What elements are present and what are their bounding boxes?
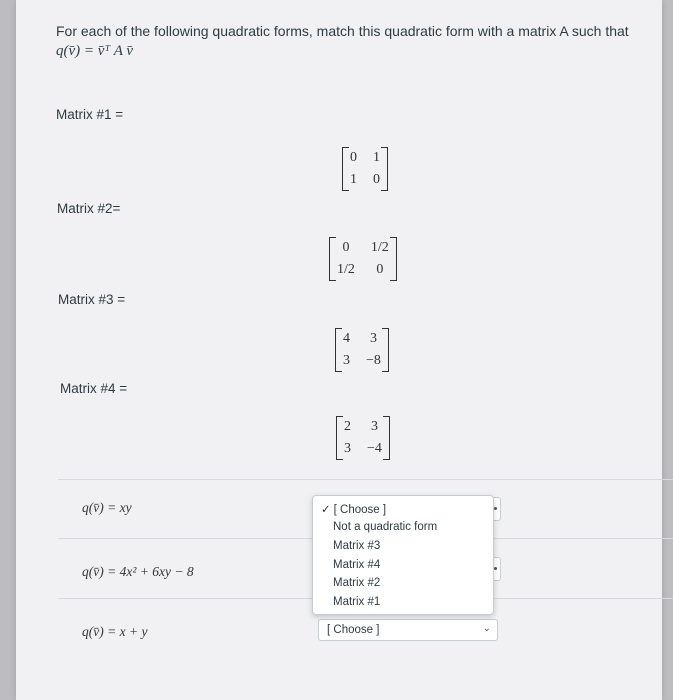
matrix-1-cell: 1 [350, 172, 357, 187]
quadratic-form-2: q(v̄) = 4x² + 6xy − 8 [82, 564, 194, 579]
matrix-1-cell: 0 [373, 172, 380, 187]
matrix-3-cell: −8 [366, 353, 381, 368]
matrix-1 [342, 147, 388, 196]
matrix-3-cell: 4 [343, 331, 350, 346]
dropdown-option-matrix-4[interactable]: Matrix #4 [333, 559, 381, 571]
question-prompt [56, 22, 646, 61]
matrix-2-cell: 0 [342, 240, 350, 255]
matrix-4-cell: 3 [344, 441, 351, 456]
prompt-formula: q(v̄) = v̄ᵀ A v̄ [56, 43, 133, 59]
answer-select-3[interactable] [318, 619, 498, 641]
answer-divider [58, 479, 673, 480]
dropdown-option-matrix-1[interactable]: Matrix #1 [333, 596, 381, 608]
matrix-4-cell: −4 [367, 441, 382, 456]
quadratic-form-3: q(v̄) = x + y [82, 624, 148, 639]
matrix-1-cell: 0 [350, 150, 357, 165]
prompt-text: For each of the following quadratic forms, match this quadratic form with a matrix A such that [56, 23, 629, 39]
matrix-1-label: Matrix #1 = [56, 107, 124, 122]
matrix-1-cell: 1 [373, 150, 380, 165]
dropdown-option-choose[interactable] [321, 502, 386, 516]
chevron-down-icon: ⌄ [482, 623, 491, 634]
matrix-3-cell: 3 [369, 331, 377, 346]
check-icon: ✓ [321, 504, 331, 516]
option-label: [ Choose ] [333, 504, 387, 516]
matrix-2-cell: 0 [376, 262, 384, 277]
matrix-2 [329, 237, 397, 286]
quadratic-form-1: q(v̄) = xy [82, 500, 132, 515]
answer-dropdown-menu[interactable] [312, 495, 494, 615]
matrix-4 [336, 416, 390, 465]
dropdown-option-not-quadratic[interactable]: Not a quadratic form [333, 521, 438, 533]
quiz-page [16, 0, 662, 700]
matrix-4-label: Matrix #4 = [60, 381, 128, 396]
dropdown-option-matrix-3[interactable]: Matrix #3 [333, 540, 381, 552]
matrix-3-cell: 3 [343, 353, 350, 368]
matrix-2-label: Matrix #2= [57, 201, 121, 216]
answer-select-3-value: [ Choose ] [327, 624, 380, 636]
dropdown-option-matrix-2[interactable]: Matrix #2 [333, 577, 381, 589]
matrix-4-cell: 3 [370, 419, 378, 434]
matrix-3 [335, 328, 389, 377]
matrix-2-cell: 1/2 [337, 262, 355, 277]
matrix-4-cell: 2 [344, 419, 351, 434]
matrix-3-label: Matrix #3 = [58, 292, 126, 307]
matrix-2-cell: 1/2 [370, 240, 389, 255]
